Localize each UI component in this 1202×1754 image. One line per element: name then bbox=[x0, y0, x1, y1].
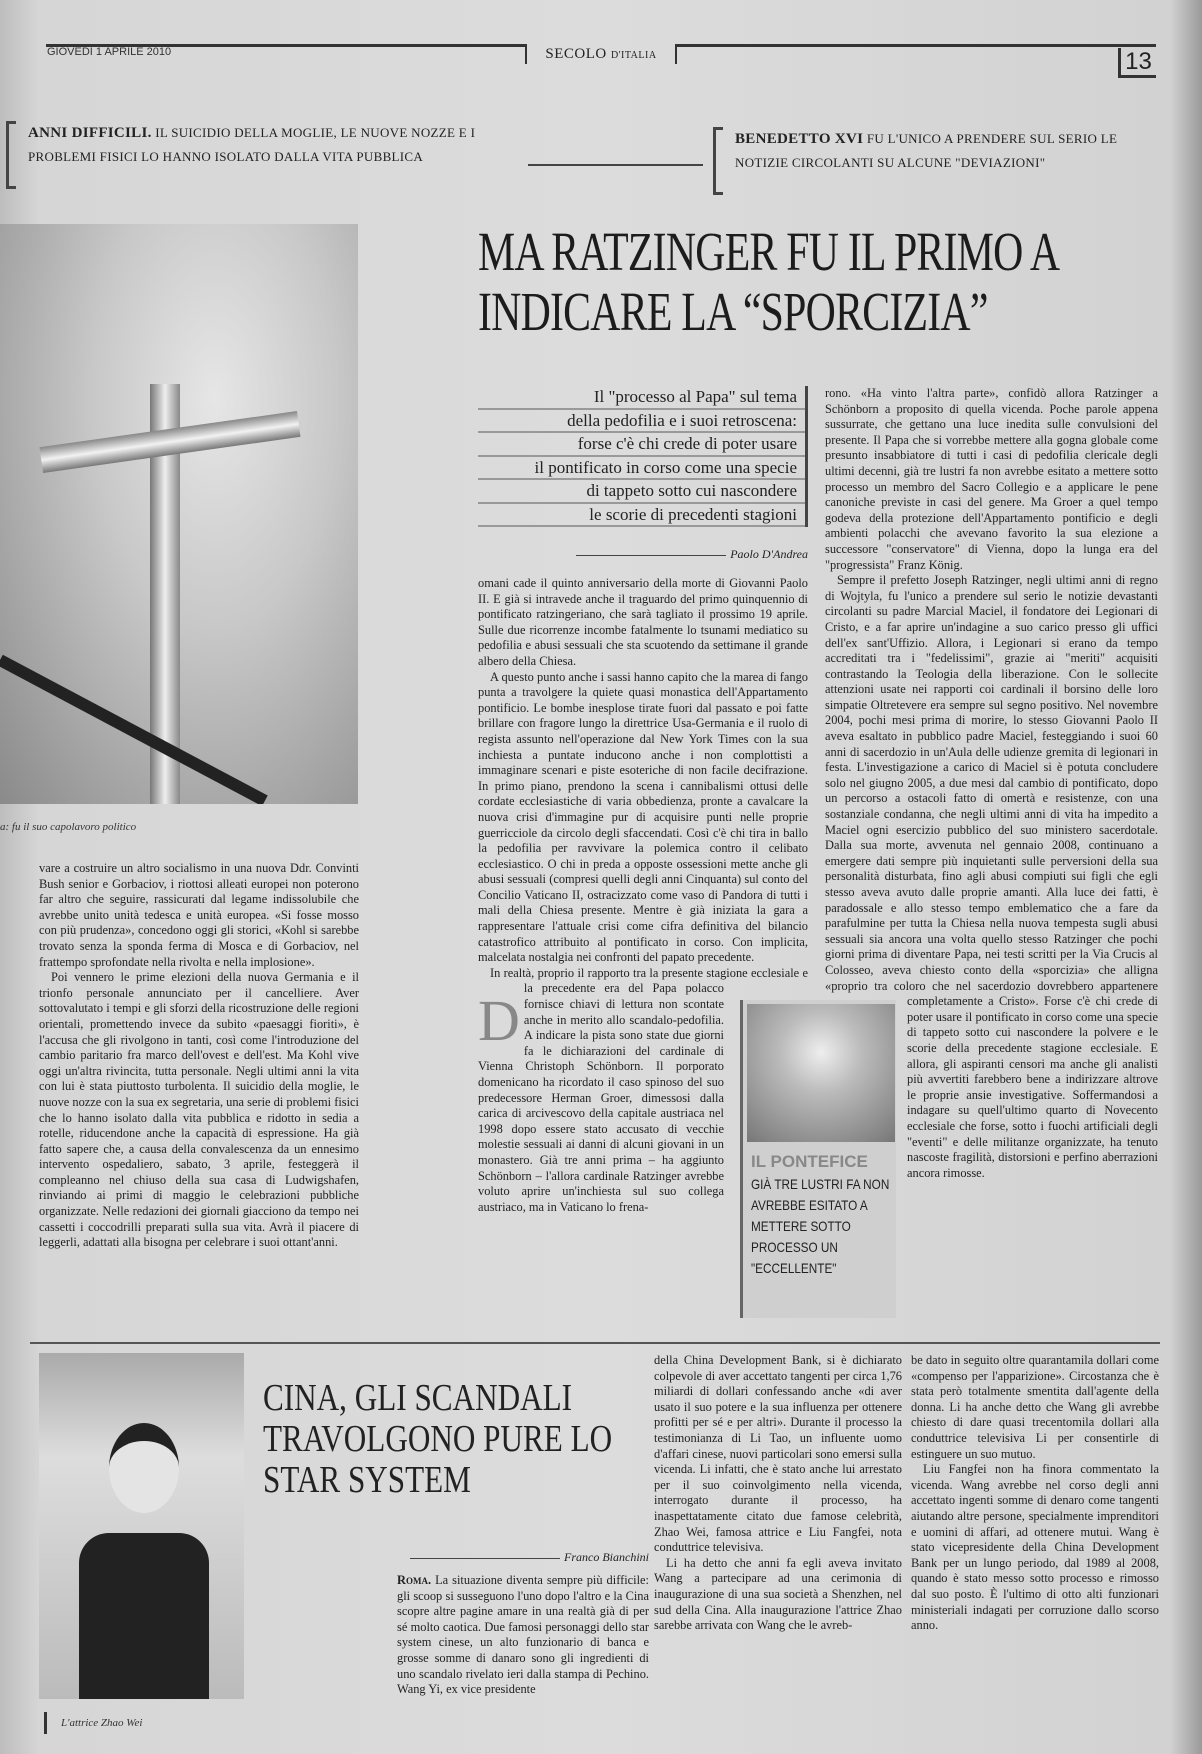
kicker-text: IL SUICIDIO DELLA MOGLIE, LE NUOVE NOZZE E I PROBLEMI FISICI LO HANNO ISOLATO DALLA VITA PUBBLICA bbox=[28, 125, 476, 164]
article-column-left bbox=[39, 861, 359, 1321]
article-paragraph: be dato in seguito oltre quarantamila dollari come «compenso per l'apparizione». Circostanza che è stata però totalmente smentita dall'agente della donna. Li ha anche detto che Wang gli avrebbe chiesto di dare quasi trecentomila dollari alla conduttrice televisiva Li per consentirle di estinguere un suo mutuo. bbox=[911, 1353, 1159, 1461]
drop-cap: D bbox=[478, 988, 520, 1053]
article-paragraph: In realtà, proprio il rapporto tra la presente stagione ecclesiale e la precedente era del Papa polacco fornisce chiavi di lettura non scontate anche in merito allo scandalo-pedofilia. A indicare la pista sono state due giorni fa le dichiarazioni del cardinale di Vienna Christoph Schönborn. Il porporato domenicano ha ricordato il caso spinoso del suo predecessore Herman Groer, dimessosi dalla carica di arcivescovo della capitale austriaca nel 1998 dopo essere stato accusato di vecchie molestie sessuali ai danni di alcuni giovani in un monastero. Già tre anni prima – ha aggiunto Schönborn – l'allora cardinale Ratzinger avrebbe voluto aprire un'inchiesta sul suo collega austriaco, ma in Vaticano lo frena- bbox=[478, 965, 808, 1214]
pull-quote-line: forse c'è chi crede di poter usare bbox=[478, 433, 805, 457]
main-headline: MA RATZINGER FU IL PRIMO A INDICARE LA “SPORCIZIA” bbox=[478, 221, 1058, 342]
pull-quote-line: le scorie di precedenti stagioni bbox=[478, 504, 805, 528]
crucifix-photo bbox=[0, 224, 358, 804]
article-paragraph: Sempre il prefetto Joseph Ratzinger, negli ultimi anni di regno di Wojtyla, fu l'unico a prendere sul serio le notizie devastanti circolanti su padre Marcial Maciel, il fondatore dei Legionari di Cristo, e a far aprire un'indagine a suo carico presso gli uffici dell'ex sant'Uffizio. Allora, i Legionari si erano da tempo accreditati tra i "fedelissimi", grazie ai "meriti" acquisiti contrastando la Teologia della liberazione. Con le sollecite attenzioni usate nei rapporti coi cardinali il borsino delle loro simpatie Oltretevere era sempre sul segno positivo. Nel novembre 2004, pochi mesi prima di morire, lo stesso Giovanni Paolo II aveva esaltato in pubblico padre Maciel, festeggiando i suoi 60 anni di sacerdozio in un'Aula delle udienze gremita di legionari in festa. L'investigazione a carico di Maciel si è potuta concludere solo nel giugno 2005, a due mesi dal cambio di pontificato, dopo un percorso a ostacoli fatto di omertà e resistenze, con una sostanziale condanna, che negli ultimi anni di vita ha impedito a Maciel ogni esercizio pubblico del suo ministero sacerdotale. Dalla sua morte, avvenuta nel gennaio 2008, continuano a emergere dati sempre più inquietanti sulle perversioni della sua personalità disturbata, fino agli abusi compiuti sui figli che egli stesso aveva avuto dalle proprie amanti. Alla luce dei fatti, è paradossale e allo stesso tempo emblematico che a fare da parafulmine per tutta la Chiesa nella nuova tempesta sugli abusi sessuali sia ancora una volta quello stesso Ratzinger che pochi giorni prima di diventare Papa, nei testi scritti per la Via Crucis al Colosseo, aveva chiesto conto della «sporcizia» che alligna «proprio tra coloro che nel sacerdozio dovrebbero appartenere completamente a Cristo». Forse c'è chi crede di poter usare il pontificato in corso come una specie di tappeto sotto cui nascondere la polvere e le scorie della precedente stagione ecclesiale. E allora, gli aspiranti censori ma anche gli analisti più avvertiti farebbero bene a indirizzare altrove le proprie ansie investigative. Soffermandosi a indagare su quell'ultimo quarto di Novecento ecclesiale che forse, sotto i fuochi artificiali degli "eventi" e delle militanze organizzate, ha tenuto nascoste fragilità, distorsioni e perfino aberrazioni ancora rimosse. bbox=[825, 573, 1158, 1180]
kicker-divider bbox=[528, 164, 703, 166]
bracket-decoration bbox=[713, 127, 723, 195]
inset-text: GIÀ TRE LUSTRI FA NON AVREBBE ESITATO A METTERE SOTTO PROCESSO UN "ECCELLENTE" bbox=[751, 1176, 890, 1276]
article-paragraph: rono. «Ha vinto l'altra parte», confidò allora Ratzinger a Schönborn a proposito di quella vicenda. Poche parole appena sussurrate, che gettano una luce inedita sulle convulsioni del presente. Il Papa che si vorrebbe mettere alla gogna globale come presunto insabbiatore di tutti i casi di pedofilia clericale degli ultimi decenni, già tre lustri fa non avrebbe esitato a mettere sotto processo un membro del Sacro Collegio e a applicare le pene canoniche previste in casi del genere. Ma Groer a quel tempo godeva della protezione dell'Appartamento pontificio e degli ambienti polacchi che avevano favorito la sua elezione a successore "conservatore" di Vienna, dopo la lunga era del "progressista" Franz König. bbox=[825, 386, 1158, 572]
masthead bbox=[525, 44, 677, 64]
article-column bbox=[911, 1353, 1159, 1729]
article-paragraph: La situazione diventa sempre più difficile: gli scoop si susseguono l'uno dopo l'altro e la Cina scopre altre pagine amare in una realtà già di per sé molto caotica. Due famosi personaggi dello star system cinese, un alto funzionario di banca e grosse somme di danaro sono gli ingredienti di uno scandalo rivelato ieri dalla stampa di Pechino. Wang Yi, ex vice presidente bbox=[397, 1573, 649, 1697]
pull-quote-line: Il "processo al Papa" sul tema bbox=[478, 386, 805, 410]
section-divider bbox=[30, 1342, 1160, 1344]
pull-quote-line: della pedofilia e i suoi retroscena: bbox=[478, 410, 805, 434]
article-paragraph: Poi vennero le prime elezioni della nuova Germania e il trionfo personale annunciato per il cancelliere. Aver sottovalutato i tempi e gli sforzi della ricostruzione delle regioni orientali, promettendo invece da subito «paesaggi fioriti», è l'accusa che gli rivolgono in tanti, così come l'introduzione del cambio paritario fra marco dell'ovest e dell'est. Ma Kohl vive oggi un'altra rivincita, tutta personale. Negli ultimi anni la vita con lui è stata piuttosto turbolenta. Il suicidio della moglie, le nuove nozze con la sua ex segretaria, una serie di problemi fisici che lo hanno isolato dalla vita pubblica e ridotto in sedia a rotelle, riducendone anche la capacità di espressione. Ha già fatto sapere che, a causa della convalescenza da un ennesimo intervento ospedaliero, sabato, 3 aprile, festeggerà il compleanno nel chiuso della sua casa di Ludwigshafen, rinviando ai primi di maggio le celebrazioni pubbliche organizzate. Nelle redazioni dei giornali giacciono da tempo nei cassetti i coccodrilli preparati sulla sua vita. Avrà il piacere di leggerli, adattati alla bisogna per celebrare i suoi ottant'anni. bbox=[39, 970, 359, 1250]
kicker-left bbox=[6, 121, 521, 168]
kicker-lead: BENEDETTO XVI bbox=[735, 131, 864, 147]
byline: Franco Bianchini bbox=[397, 1550, 649, 1565]
pull-quote-line: il pontificato in corso come una specie bbox=[478, 457, 805, 481]
pull-quote-line: di tappeto sotto cui nascondere bbox=[478, 480, 805, 504]
photo-caption: a: fu il suo capolavoro politico bbox=[0, 821, 137, 833]
kicker-text: FU L'UNICO A PRENDERE SUL SERIO LE NOTIZIE CIRCOLANTI SU ALCUNE "DEVIAZIONI" bbox=[735, 131, 1118, 170]
article-column bbox=[654, 1353, 902, 1729]
inset-title: IL PONTEFICE bbox=[751, 1152, 868, 1171]
page-number: 13 bbox=[1118, 48, 1156, 78]
actress-photo bbox=[39, 1353, 244, 1699]
dateline: Roma. bbox=[397, 1573, 432, 1587]
masthead-main: SECOLO bbox=[545, 46, 607, 62]
article-paragraph: della China Development Bank, si è dichiarato colpevole di aver accettato tangenti per circa 1,76 miliardi di dollari confessando anche «di aver usato il suo potere e la sua influenza per ottenere profitti per sé e per altri». Durante il processo la testimonianza di Li Tao, un influente uomo d'affari cinese, nuovi particolari sono emersi sulla vicenda. Li infatti, che è stato anche lui arrestato per il suo coinvolgimento nella vicenda, interrogato durante il processo, ha inaspettatamente citato due famose celebrità, Zhao Wei, famosa attrice e Liu Fangfei, nota conduttrice televisiva. bbox=[654, 1353, 902, 1555]
article-paragraph: vare a costruire un altro socialismo in una nuova Ddr. Convinti Bush senior e Gorbaciov, i riottosi alleati europei non poterono far altro che seguire, rassicurati dal legame indissolubile che avrebbe unito unità tedesca e unità europea. «Si fosse mosso con più prudenza», concedono oggi gli storici, «Kohl si sarebbe trovato senza la sponda ferma di Mosca e di Gorbaciov, nel frattempo sprofondate nella rivolta e nella implosione». bbox=[39, 861, 359, 969]
masthead-small: D'ITALIA bbox=[611, 50, 657, 61]
header-rule-right bbox=[676, 44, 1156, 47]
article-paragraph: Li ha detto che anni fa egli aveva invitato Wang a partecipare ad una cerimonia di inaugurazione di una sua società a Shenzhen, nel sud della Cina. Alla inaugurazione l'attrice Zhao sarebbe arrivata con Wang che le avreb- bbox=[654, 1555, 902, 1633]
photo-caption: L'attrice Zhao Wei bbox=[44, 1712, 142, 1734]
kicker-lead: ANNI DIFFICILI. bbox=[28, 125, 152, 141]
byline: Paolo D'Andrea bbox=[560, 547, 808, 562]
article-paragraph: Liu Fangfei non ha finora commentato la vicenda. Wang avrebbe nel corso degli anni accettato ingenti somme di denaro come tangenti aiutando altre persone, specialmente imprenditori e uomini di affari, ad ottenere mutui. Wang è stato vicepresidente della China Development Bank per un lungo periodo, dal 1989 al 2008, quando è stato messo sotto processo e rimosso dal suo posto. È l'ultimo di otto alti funzionari ministeriali indagati per corruzione dallo scorso anno. bbox=[911, 1462, 1159, 1633]
pull-quote bbox=[478, 386, 808, 527]
pope-inset-box bbox=[740, 1000, 896, 1318]
bottom-headline: CINA, GLI SCANDALI TRAVOLGONO PURE LO STAR SYSTEM bbox=[263, 1377, 613, 1501]
paragraph-text: omani cade il quinto anniversario della morte di Giovanni Paolo II. E già si intravede anche il traguardo del primo quinquennio di pontificato ratzingeriano, che sarà tagliato il prossimo 19 aprile. Sulle due ricorrenze incombe fatalmente lo tsunami mediatico su pedofilia e abusi sessuali che sta scuotendo da settimane il grande albero della Chiesa. bbox=[478, 576, 808, 668]
bracket-decoration bbox=[6, 121, 16, 189]
issue-date: GIOVEDÌ 1 APRILE 2010 bbox=[47, 46, 172, 58]
kicker-right bbox=[713, 127, 1163, 174]
pope-photo bbox=[747, 1004, 895, 1142]
article-column bbox=[397, 1573, 649, 1731]
article-paragraph: A questo punto anche i sassi hanno capito che la marea di fango punta a travolgere la quiete quasi monastica dell'Appartamento pontificio. Le bombe inesplose tirate fuori dal passato e poi fatte brillare con fragore lungo la direttrice Usa-Germania e il ruolo di regista assunto nell'operazione dal New York Times con la sua inchiesta a puntate inducono anche i non complottisti a immaginare scenari e piste esoteriche di non facile decifrazione. In primo piano, prendono la scena i cannibalismi ottusi delle cordate ecclesiastiche di varia obbedienza, pronte a cavalcare la nuova crisi d'immagine pur di acquisire punti nelle proprie guerricciole da circolo degli sfaccendati. Così c'è chi tira in ballo la pedofilia per ravvivare la polemica contro il celibato ecclesiastico. O chi in preda a opposte ossessioni mette anche gli abusi sessuali (compresi quelli degli anni Cinquanta) sul conto del Concilio Vaticano II, ostracizzato come vaso di Pandora di tutti i mali della Chiesa presente. Mentre è già iniziata la gara a rappresentare l'attuale crisi come cifra definitiva del bilancio catastrofico attribuito al pontificato in corso. Con implicita, malcelata nostalgia nei confronti del papato precedente. bbox=[478, 669, 808, 965]
